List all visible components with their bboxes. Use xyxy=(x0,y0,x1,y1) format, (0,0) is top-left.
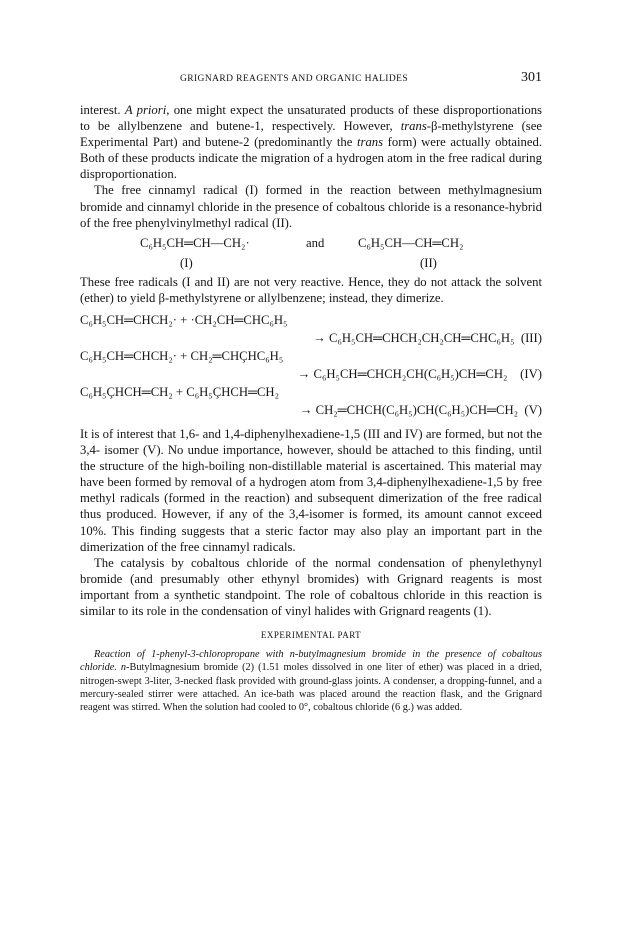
equation-reactants xyxy=(80,384,542,402)
body-text xyxy=(80,102,542,714)
equation-v-label: (V) xyxy=(524,402,542,417)
paragraph-isomers: It is of interest that 1,6- and 1,4-diphenylhexadiene-1,5 (III and IV) are formed, but not the 3,4- isomer (V). No undue importance, however, should be attached to this finding, until the structure of the high-boiling non-distillable material is ascertained. This material may have been formed by removal of a hydrogen atom from 3,4-diphenylhexadiene-1,5 by free methyl radicals (formed in the reaction) and subsequent dimerization of the free radical thus produced. However, if any of the 3,4-isomer is formed, its amount cannot exceed 10%. This finding suggests that a steric factor may also play an important part in the dimerization of the free cinnamyl radicals. xyxy=(80,426,542,554)
trans-italic: trans xyxy=(400,119,427,134)
equation-iii-product: → C₆H₅CH═CHCH₂CH₂CH═CHC₆H₅ xyxy=(313,330,515,345)
equation-iii-label: (III) xyxy=(520,330,542,345)
equation-iv-label: (IV) xyxy=(520,366,542,381)
equation-product xyxy=(80,330,542,348)
equation-reactants xyxy=(80,348,542,366)
equation-product xyxy=(80,366,542,384)
para1-text-b: , one might expect the unsaturated products of these disproportionations to be allylbenzene and butene-1, respectively. However, xyxy=(80,103,542,134)
equation-v-product-wrap xyxy=(300,402,542,418)
equation-v-reactants: C₆H₅ÇHCH═CH₂ + C₆H₅ÇHCH═CH₂ xyxy=(80,384,280,399)
paragraph-dimerize: These free radicals (I and II) are not very reactive. Hence, they do not attack the solvent (ether) to yield β-methylstyrene or allylbenzene; instead, they dimerize. xyxy=(80,274,542,305)
page-header xyxy=(80,70,542,88)
running-title: GRIGNARD REAGENTS AND ORGANIC HALIDES xyxy=(180,74,409,84)
paragraph-disproportionation xyxy=(80,102,542,182)
trans-italic: trans xyxy=(356,135,384,150)
equation-iv-product: → C₆H₅CH═CHCH₂CH(C₆H₅)CH═CH₂ xyxy=(297,366,508,381)
label-ii: (II) xyxy=(420,255,437,270)
para1-text-d: form) were actually obtained. Both of these products indicate the migration of a hydrogen atom in the free radical during disproportionation. xyxy=(80,135,542,182)
equation-block xyxy=(80,312,542,420)
formula-cinnamyl: C₆H₅CH═CH—CH₂· xyxy=(140,235,250,250)
a-priori-italic: A priori xyxy=(124,103,167,117)
paragraph-cinnamyl-radical: The free cinnamyl radical (I) formed in the reaction between methylmagnesium bromide and cinnamyl chloride in the presence of cobaltous chloride is a resonance-hybrid of the free phenylvinylmethyl radical (II). xyxy=(80,183,542,230)
equation-iv-reactants: C₆H₅CH═CHCH₂· + CH₂═CHÇHC₆H₅ xyxy=(80,348,284,363)
formula-conjunction: and xyxy=(306,235,325,250)
experiment-text: -Butylmagnesium bromide (2) (1.51 moles dissolved in one liter of ether) was placed in a dried, nitrogen-swept 3-liter, 3-necked flask provided with ground-glass joints. A condenser, a dropping-funnel, and a mercury-sealed stirrer were attached. An ice-bath was placed around the reaction flask, and the Grignard reagent was stirred. When the solution had cooled to 0°, cobaltous chloride (6 g.) was added. xyxy=(80,662,542,713)
equation-iv-product-wrap xyxy=(298,366,542,382)
experiment-title: Reaction of 1-phenyl-3-chloropropane with n-butylmagnesium bromide in the presence of cobaltous chloride. xyxy=(80,649,542,674)
para1-text-c: -β-methylstyrene (see Experimental Part) and butene-2 (predominantly the xyxy=(80,119,542,150)
equation-reactants xyxy=(80,312,542,330)
resonance-formulas xyxy=(80,235,542,252)
equation-v-product: → CH₂═CHCH(C₆H₅)CH(C₆H₅)CH═CH₂ xyxy=(299,402,519,417)
para1-text-a: interest. xyxy=(80,103,125,117)
equation-product xyxy=(80,402,542,420)
label-i: (I) xyxy=(180,255,193,270)
n-prefix-italic: n xyxy=(120,662,127,674)
section-heading: EXPERIMENTAL PART xyxy=(260,630,362,641)
equation-iii-reactants: C₆H₅CH═CHCH₂· + ·CH₂CH═CHC₆H₅ xyxy=(80,312,288,327)
paragraph-experimental xyxy=(80,648,542,714)
equation-iii-product-wrap xyxy=(313,330,542,346)
paragraph-catalysis: The catalysis by cobaltous chloride of the normal condensation of phenylethynyl bromide (and presumably other ethynyl bromides) with Grignard reagents is most important from a synthetic standpoint. The role of cobaltous chloride in this reaction is similar to its role in the condensation of vinyl halides with Grignard reagents (1). xyxy=(80,555,542,618)
resonance-labels xyxy=(80,252,542,274)
page-number: 301 xyxy=(521,70,542,85)
formula-phenylvinylmethyl: C₆H₅CH—CH═CH₂ xyxy=(358,235,464,250)
